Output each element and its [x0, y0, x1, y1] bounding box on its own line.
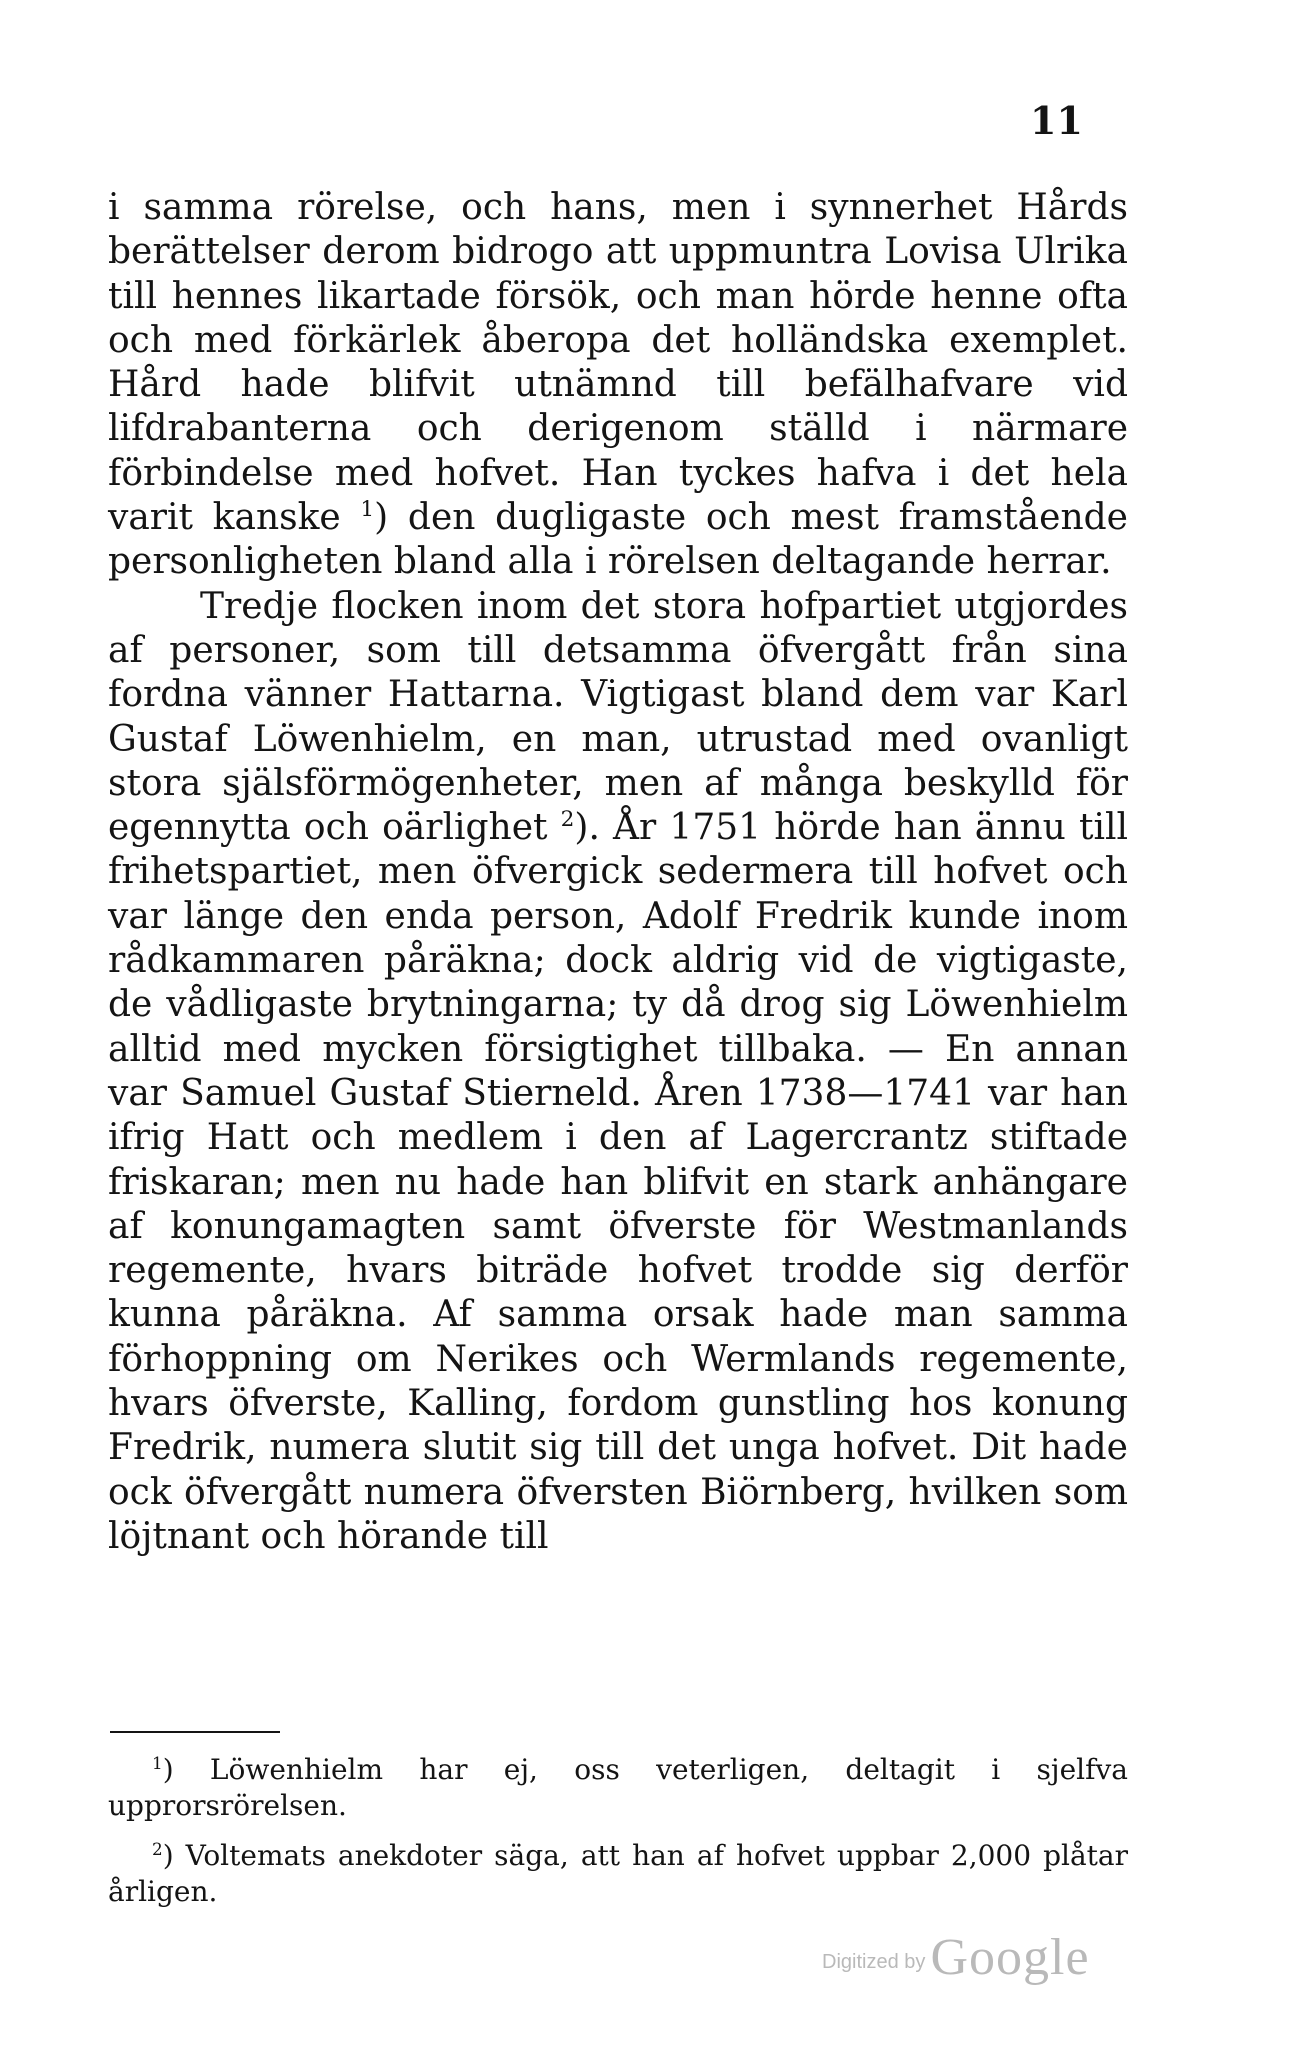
body-text	[108, 186, 1128, 1559]
footnote-1	[108, 1752, 1128, 1824]
footnote-mark-1: 1	[152, 1752, 163, 1773]
footnote-mark-2: 2	[152, 1838, 163, 1859]
footnote-text-1: ) Löwenhielm har ej, oss veterligen, deltagit i sjelfva upprorsrörelsen.	[108, 1753, 1128, 1822]
page-number: 11	[1030, 98, 1083, 143]
footnote-text-2: ) Voltemats anekdoter säga, att han af hofvet uppbar 2,000 plåtar årligen.	[108, 1839, 1128, 1908]
footnote-divider	[110, 1731, 280, 1733]
watermark-brand: Google	[930, 1929, 1090, 1986]
footnote-2	[108, 1838, 1128, 1910]
paragraph-2-text: Tredje flocken inom det stora hofpartiet utgjordes af personer, som till detsamma öfvergått från sina fordna vänner Hattarna. Vigtigast bland dem var Karl Gustaf Löwenhielm, en man, utrustad med ovanligt stora själsförmögenheter, men af många beskylld för egennytta och oärlighet	[108, 585, 1128, 849]
watermark-digitized-label: Digitized by	[822, 1951, 926, 1973]
paragraph-2-text-continued: ). År 1751 hörde han ännu till frihetspartiet, men öfvergick sedermera till hofvet och var länge den enda person, Adolf Fredrik kunde inom rådkammaren påräkna; dock aldrig vid de vigtigaste, de vådligaste brytningarna; ty då drog sig Löwenhielm alltid med mycken försigtighet tillbaka. — En annan var Samuel Gustaf Stierneld. Åren 1738—1741 var han ifrig Hatt och medlem i den af Lagercrantz stiftade friskaran; men nu hade han blifvit en stark anhängare af konungamagten samt öfverste för Westmanlands regemente, hvars biträde hofvet trodde sig derför kunna påräkna. Af samma orsak hade man samma förhoppning om Nerikes och Wermlands regemente, hvars öfverste, Kalling, fordom gunstling hos konung Fredrik, numera slutit sig till det unga hofvet. Dit hade ock öfvergått numera öfversten Biörnberg, hvilken som löjtnant och hörande till	[108, 807, 1128, 1557]
paragraph-1	[108, 186, 1128, 585]
paragraph-1-text-continued: ) den dugligaste och mest framstående personligheten bland alla i rörelsen deltagande herrar.	[108, 497, 1128, 583]
footnotes	[108, 1752, 1128, 1924]
digitization-watermark	[822, 1928, 1090, 1987]
footnote-reference-1: 1	[360, 497, 375, 523]
footnote-reference-2: 2	[560, 807, 575, 833]
paragraph-1-text: i samma rörelse, och hans, men i synnerhet Hårds berättelser derom bidrogo att uppmuntra Lovisa Ulrika till hennes likartade försök, och man hörde henne ofta och med förkärlek åberopa det holländska exemplet. Hård hade blifvit utnämnd till befälhafvare vid lifdrabanterna och derigenom ställd i närmare förbindelse med hofvet. Han tyckes hafva i det hela varit kanske	[108, 187, 1128, 539]
paragraph-2	[108, 585, 1128, 1560]
